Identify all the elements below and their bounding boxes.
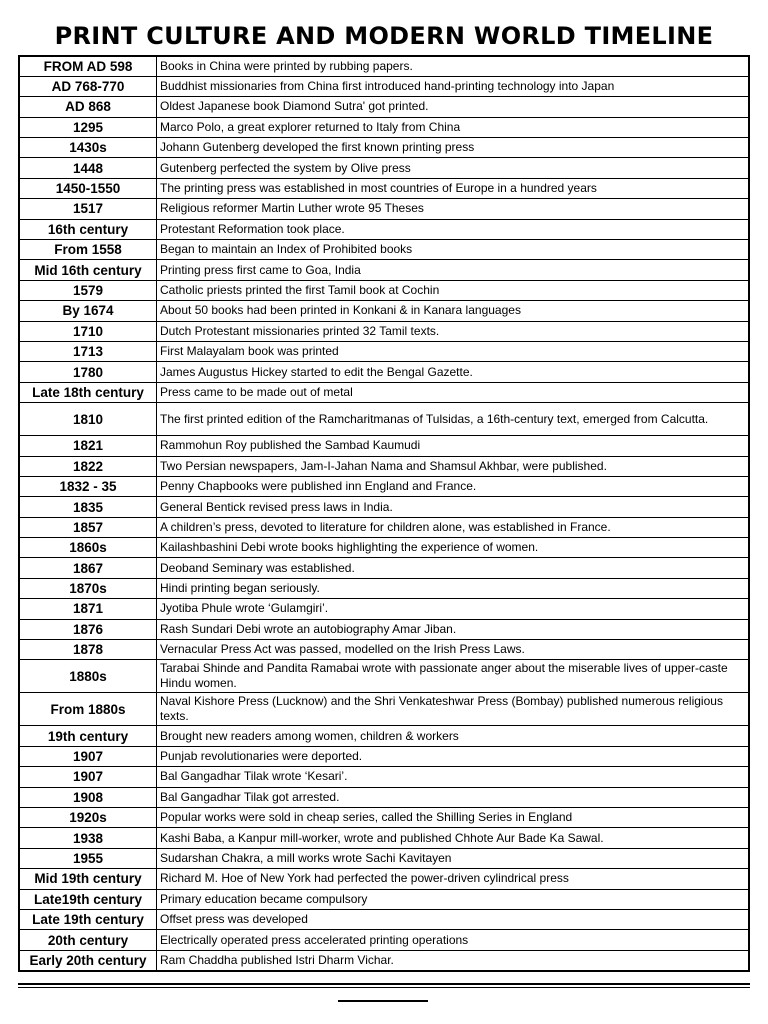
event-cell: Kashi Baba, a Kanpur mill-worker, wrote and published Chhote Aur Bade Ka Sawal. [157,828,750,848]
event-cell: Press came to be made out of metal [157,382,750,402]
table-row [19,199,749,219]
year-cell: 1810 [19,403,157,436]
year-cell: 1450-1550 [19,178,157,198]
event-cell: A children’s press, devoted to literature for children alone, was established in France. [157,517,750,537]
event-cell: Ram Chaddha published Istri Dharm Vichar. [157,950,750,970]
table-row [19,726,749,746]
year-cell: 16th century [19,219,157,239]
year-cell: Mid 19th century [19,869,157,889]
event-cell: Bal Gangadhar Tilak wrote ‘Kesari’. [157,767,750,787]
event-cell: About 50 books had been printed in Konkani & in Kanara languages [157,301,750,321]
year-cell: By 1674 [19,301,157,321]
table-row [19,599,749,619]
event-cell: The first printed edition of the Ramcharitmanas of Tulsidas, a 16th-century text, emerged from Calcutta. [157,403,750,436]
table-row [19,56,749,76]
table-row [19,693,749,726]
table-row [19,158,749,178]
event-cell: Naval Kishore Press (Lucknow) and the Shri Venkateshwar Press (Bombay) published numerous religious texts. [157,693,750,726]
year-cell: Late19th century [19,889,157,909]
table-row [19,828,749,848]
year-cell: 1295 [19,117,157,137]
year-cell: 1780 [19,362,157,382]
year-cell: FROM AD 598 [19,56,157,76]
table-row [19,403,749,436]
table-row [19,117,749,137]
year-cell: 1822 [19,456,157,476]
table-row [19,950,749,970]
event-cell: Electrically operated press accelerated printing operations [157,930,750,950]
year-cell: 1870s [19,578,157,598]
event-cell: Catholic priests printed the first Tamil book at Cochin [157,280,750,300]
year-cell: 1430s [19,138,157,158]
year-cell: From 1880s [19,693,157,726]
event-cell: Brought new readers among women, children & workers [157,726,750,746]
timeline-table [18,55,750,972]
event-cell: Primary education became compulsory [157,889,750,909]
table-row [19,97,749,117]
event-cell: Protestant Reformation took place. [157,219,750,239]
event-cell: Popular works were sold in cheap series, called the Shilling Series in England [157,808,750,828]
year-cell: 1908 [19,787,157,807]
event-cell: Printing press first came to Goa, India [157,260,750,280]
table-row [19,456,749,476]
table-row [19,138,749,158]
table-row [19,578,749,598]
event-cell: General Bentick revised press laws in India. [157,497,750,517]
event-cell: Two Persian newspapers, Jam-I-Jahan Nama and Shamsul Akhbar, were published. [157,456,750,476]
event-cell: Deoband Seminary was established. [157,558,750,578]
table-row [19,848,749,868]
timeline-body [19,56,749,971]
year-cell: 1835 [19,497,157,517]
year-cell: 19th century [19,726,157,746]
table-row [19,808,749,828]
year-cell: Late 19th century [19,909,157,929]
year-cell: Mid 16th century [19,260,157,280]
year-cell: Late 18th century [19,382,157,402]
year-cell: 1832 - 35 [19,476,157,496]
table-row [19,640,749,660]
table-row [19,538,749,558]
event-cell: Books in China were printed by rubbing papers. [157,56,750,76]
event-cell: Jyotiba Phule wrote ‘Gulamgiri’. [157,599,750,619]
year-cell: 1880s [19,660,157,693]
event-cell: First Malayalam book was printed [157,341,750,361]
event-cell: Marco Polo, a great explorer returned to Italy from China [157,117,750,137]
event-cell: Rash Sundari Debi wrote an autobiography Amar Jiban. [157,619,750,639]
year-cell: From 1558 [19,240,157,260]
table-row [19,517,749,537]
year-cell: 1857 [19,517,157,537]
event-cell: Oldest Japanese book Diamond Sutra' got printed. [157,97,750,117]
table-row [19,869,749,889]
event-cell: Punjab revolutionaries were deported. [157,746,750,766]
event-cell: James Augustus Hickey started to edit the Bengal Gazette. [157,362,750,382]
year-cell: 1710 [19,321,157,341]
event-cell: Richard M. Hoe of New York had perfected the power-driven cylindrical press [157,869,750,889]
year-cell: 1938 [19,828,157,848]
bottom-rule [18,983,750,985]
table-row [19,341,749,361]
event-cell: Began to maintain an Index of Prohibited books [157,240,750,260]
table-row [19,889,749,909]
event-cell: Offset press was developed [157,909,750,929]
year-cell: 1860s [19,538,157,558]
table-row [19,382,749,402]
year-cell: 1920s [19,808,157,828]
year-cell: 1579 [19,280,157,300]
table-row [19,321,749,341]
event-cell: Gutenberg perfected the system by Olive press [157,158,750,178]
table-row [19,476,749,496]
year-cell: 20th century [19,930,157,950]
event-cell: Buddhist missionaries from China first introduced hand-printing technology into Japan [157,76,750,96]
table-row [19,436,749,456]
event-cell: Bal Gangadhar Tilak got arrested. [157,787,750,807]
table-row [19,767,749,787]
table-row [19,930,749,950]
table-row [19,558,749,578]
table-row [19,660,749,693]
table-row [19,178,749,198]
table-row [19,76,749,96]
table-row [19,219,749,239]
year-cell: 1907 [19,746,157,766]
event-cell: Hindi printing began seriously. [157,578,750,598]
event-cell: Johann Gutenberg developed the first known printing press [157,138,750,158]
year-cell: 1448 [19,158,157,178]
event-cell: Dutch Protestant missionaries printed 32 Tamil texts. [157,321,750,341]
year-cell: 1876 [19,619,157,639]
event-cell: Tarabai Shinde and Pandita Ramabai wrote with passionate anger about the miserable lives of upper-caste Hindu women. [157,660,750,693]
year-cell: 1867 [19,558,157,578]
year-cell: AD 768-770 [19,76,157,96]
year-cell: Early 20th century [19,950,157,970]
page-title: PRINT CULTURE AND MODERN WORLD TIMELINE [54,22,714,50]
year-cell: 1517 [19,199,157,219]
table-row [19,280,749,300]
year-cell: AD 868 [19,97,157,117]
bottom-rule-thin [18,987,750,988]
table-row [19,362,749,382]
year-cell: 1821 [19,436,157,456]
year-cell: 1878 [19,640,157,660]
event-cell: Kailashbashini Debi wrote books highlighting the experience of women. [157,538,750,558]
table-row [19,746,749,766]
event-cell: Sudarshan Chakra, a mill works wrote Sachi Kavitayen [157,848,750,868]
table-row [19,240,749,260]
table-row [19,619,749,639]
table-row [19,497,749,517]
event-cell: Religious reformer Martin Luther wrote 95 Theses [157,199,750,219]
event-cell: Penny Chapbooks were published inn England and France. [157,476,750,496]
year-cell: 1871 [19,599,157,619]
event-cell: Rammohun Roy published the Sambad Kaumudi [157,436,750,456]
event-cell: Vernacular Press Act was passed, modelled on the Irish Press Laws. [157,640,750,660]
table-row [19,260,749,280]
table-row [19,787,749,807]
year-cell: 1907 [19,767,157,787]
event-cell: The printing press was established in most countries of Europe in a hundred years [157,178,750,198]
table-row [19,301,749,321]
year-cell: 1713 [19,341,157,361]
footer-short-rule [338,1000,428,1002]
year-cell: 1955 [19,848,157,868]
table-row [19,909,749,929]
